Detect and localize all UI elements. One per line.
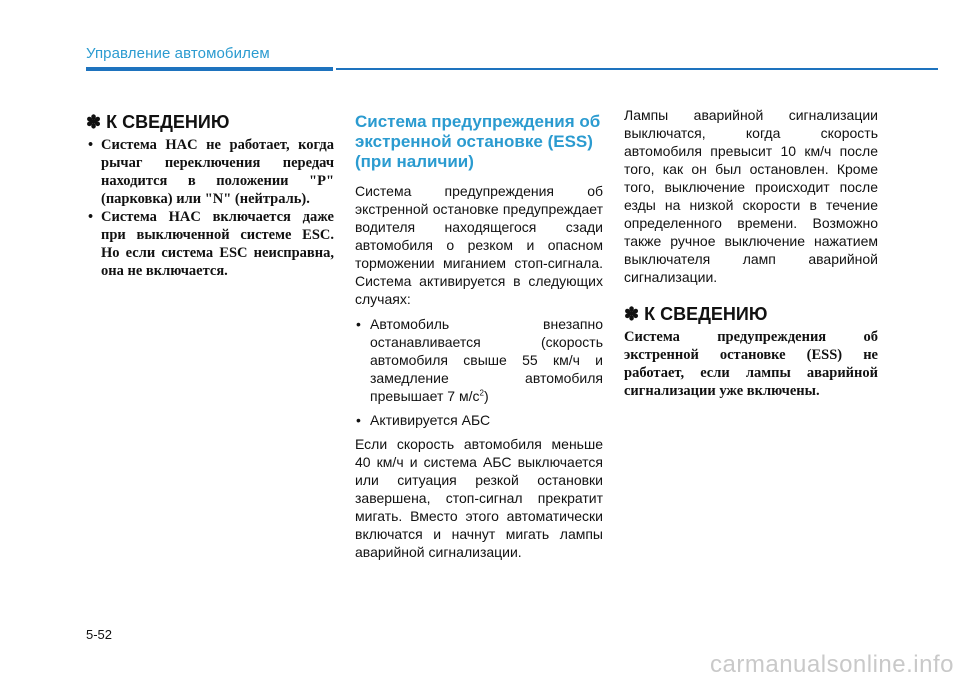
ess-condition-abs: • Активируется АБС <box>355 411 603 429</box>
note-bullet-hac-gear: • Система HAC не работает, когда рычаг переключения передач находится в положении "P" (парковка) или "N" (нейтраль). <box>86 136 334 208</box>
column-middle <box>355 112 603 561</box>
ess-condition-deceleration: • Автомобиль внезапно останавливается (скорость автомобиля свыше 55 км/ч и замедление автомобиля превышает 7 $м/с^2$) <box>355 315 603 405</box>
watermark: carmanualsonline.info <box>710 651 954 678</box>
column-right <box>624 106 878 400</box>
section-title-ess: Система предупреждения об экстренной остановке (ESS) (при наличии) <box>355 112 601 171</box>
note-bullet-list <box>86 136 334 280</box>
note-heading: ✽ К СВЕДЕНИЮ <box>86 112 230 132</box>
page-number: 5-52 <box>86 627 113 642</box>
ess-hazard-paragraph: Если скорость автомобиля меньше 40 км/ч и система АБС выключается или ситуация резкой остановки завершена, стоп-сигнал прекратит мигать. Вместо этого автоматически включатся и начнут мигать лампы аварийной сигнализации. <box>355 436 603 560</box>
column-left <box>86 112 334 280</box>
note-text-ess: Система предупреждения об экстренной остановке (ESS) не работает, если лампы аварийной сигнализации уже включены. <box>624 329 878 399</box>
header-rule-thick <box>86 67 333 71</box>
ess-intro-paragraph: Система предупреждения об экстренной остановке предупреждает водителя находящегося сзади автомобиля о резком и опасном торможении миганием стоп-сигнала. Система активируется в следующих случаях: <box>355 183 603 307</box>
note-bullet-hac-esc: • Система HAC включается даже при выключенной системе ESC. Но если система ESC неисправна, она не включается. <box>86 208 334 280</box>
superscript-squared: 2 <box>479 388 484 398</box>
header-rule-thin <box>336 68 938 70</box>
note-heading-ess: ✽ К СВЕДЕНИЮ <box>624 304 768 324</box>
ess-condition-list <box>355 315 603 429</box>
header-title: Управление автомобилем <box>86 45 270 62</box>
hazard-off-paragraph: Лампы аварийной сигнализации выключатся, когда скорость автомобиля превысит 10 км/ч после того, как он был остановлен. Кроме того, выключение происходит после езды на низкой скорости в течение определенного времени. Возможно также ручное выключение нажатием выключателя ламп аварийной сигнализации. <box>624 107 878 285</box>
